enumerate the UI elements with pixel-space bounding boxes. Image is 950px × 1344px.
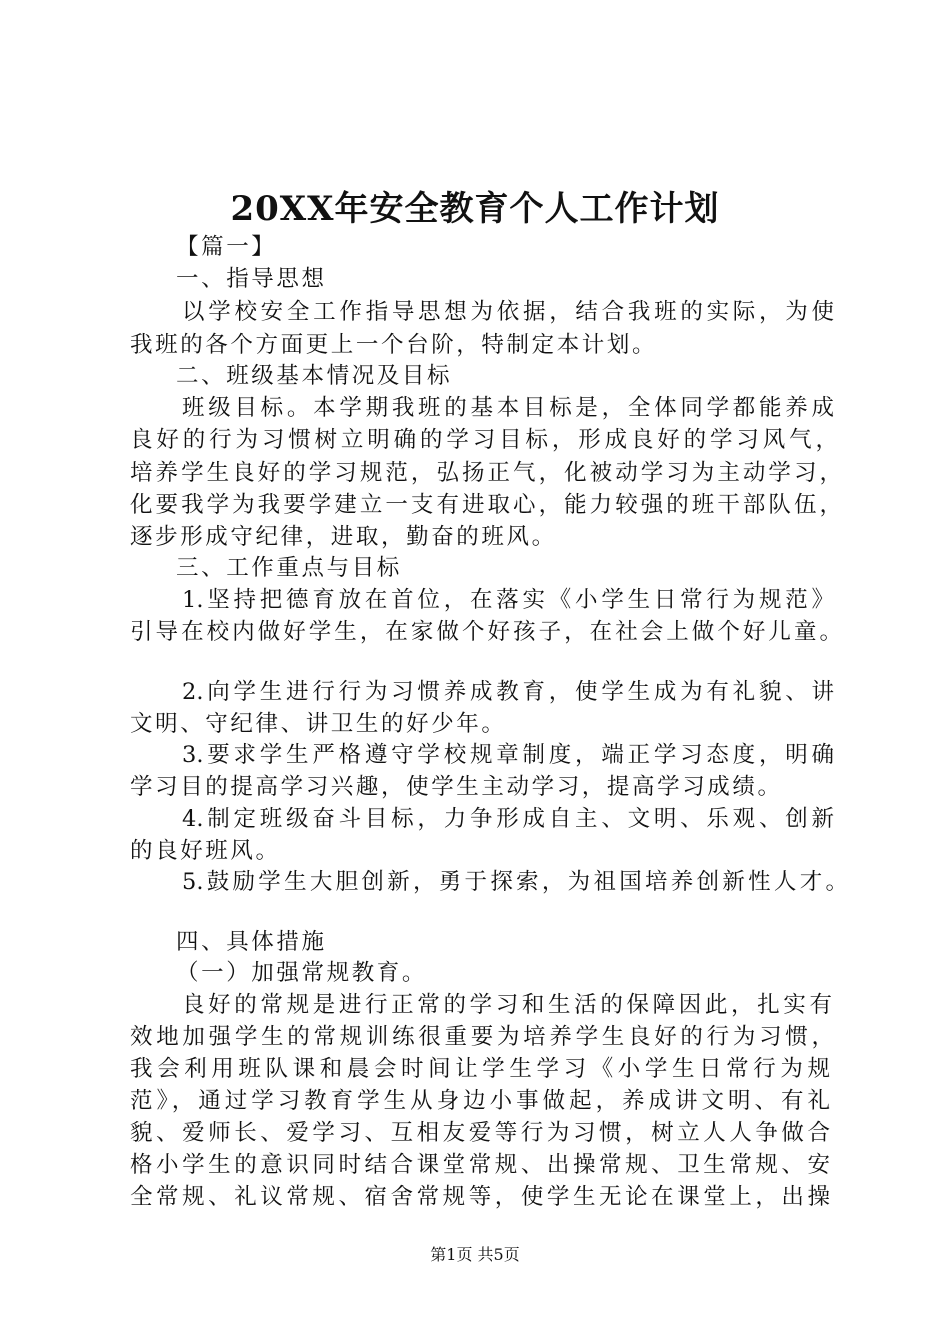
heading-2: 二、班级基本情况及目标 (176, 363, 453, 389)
paragraph-line: 4.制定班级奋斗目标，力争形成自主、文明、乐观、创新 (182, 806, 834, 832)
paragraph-line: 文明、守纪律、讲卫生的好少年。 (130, 711, 507, 737)
paragraph-line: 良好的行为习惯树立明确的学习目标，形成良好的学习风气， (130, 427, 838, 453)
paragraph-line: 化要我学为我要学建立一支有进取心，能力较强的班干部队伍， (130, 492, 842, 518)
paragraph-line: 引导在校内做好学生，在家做个好孩子，在社会上做个好儿童。 (130, 619, 842, 645)
paragraph-line: 培养学生良好的学习规范，弘扬正气，化被动学习为主动学习， (130, 460, 842, 486)
section-label: 【篇一】 (176, 234, 277, 260)
paragraph-line: 逐步形成守纪律，进取，勤奋的班风。 (130, 524, 557, 550)
paragraph-line: 的良好班风。 (130, 838, 281, 864)
page-footer: 第1页 共5页 (430, 1245, 520, 1264)
paragraph-line: 学习目的提高学习兴趣，使学生主动学习，提高学习成绩。 (130, 774, 783, 800)
paragraph-line: 格小学生的意识同时结合课堂常规、出操常规、卫生常规、安 (130, 1152, 830, 1178)
paragraph-line: 5.鼓励学生大胆创新，勇于探索，为祖国培养创新性人才。 (182, 869, 848, 895)
heading-3: 三、工作重点与目标 (176, 555, 402, 581)
heading-4: 四、具体措施 (176, 929, 327, 955)
subheading: （一）加强常规教育。 (176, 960, 428, 986)
paragraph-line: 良好的常规是进行正常的学习和生活的保障因此，扎实有 (182, 992, 832, 1018)
paragraph-line: 貌、爱师长、爱学习、互相友爱等行为习惯，树立人人争做合 (130, 1120, 830, 1146)
paragraph-line: 班级目标。本学期我班的基本目标是，全体同学都能养成 (182, 395, 834, 421)
paragraph-line: 2.向学生进行行为习惯养成教育，使学生成为有礼貌、讲 (182, 679, 834, 705)
paragraph-line: 我会利用班队课和晨会时间让学生学习《小学生日常行为规 (130, 1056, 830, 1082)
heading-1: 一、指导思想 (176, 266, 327, 292)
paragraph-line: 3.要求学生严格遵守学校规章制度，端正学习态度，明确 (182, 742, 834, 768)
paragraph-line: 以学校安全工作指导思想为依据，结合我班的实际，为使 (182, 299, 834, 325)
paragraph-line: 全常规、礼议常规、宿舍常规等，使学生无论在课堂上，出操 (130, 1184, 830, 1210)
document-title: 20XX年安全教育个人工作计划 (230, 189, 720, 229)
paragraph-line: 我班的各个方面更上一个台阶，特制定本计划。 (130, 332, 658, 358)
paragraph-line: 范》，通过学习教育学生从身边小事做起，养成讲文明、有礼 (130, 1088, 830, 1114)
paragraph-line: 1.坚持把德育放在首位，在落实《小学生日常行为规范》 (182, 587, 834, 613)
paragraph-line: 效地加强学生的常规训练很重要为培养学生良好的行为习惯， (130, 1024, 834, 1050)
